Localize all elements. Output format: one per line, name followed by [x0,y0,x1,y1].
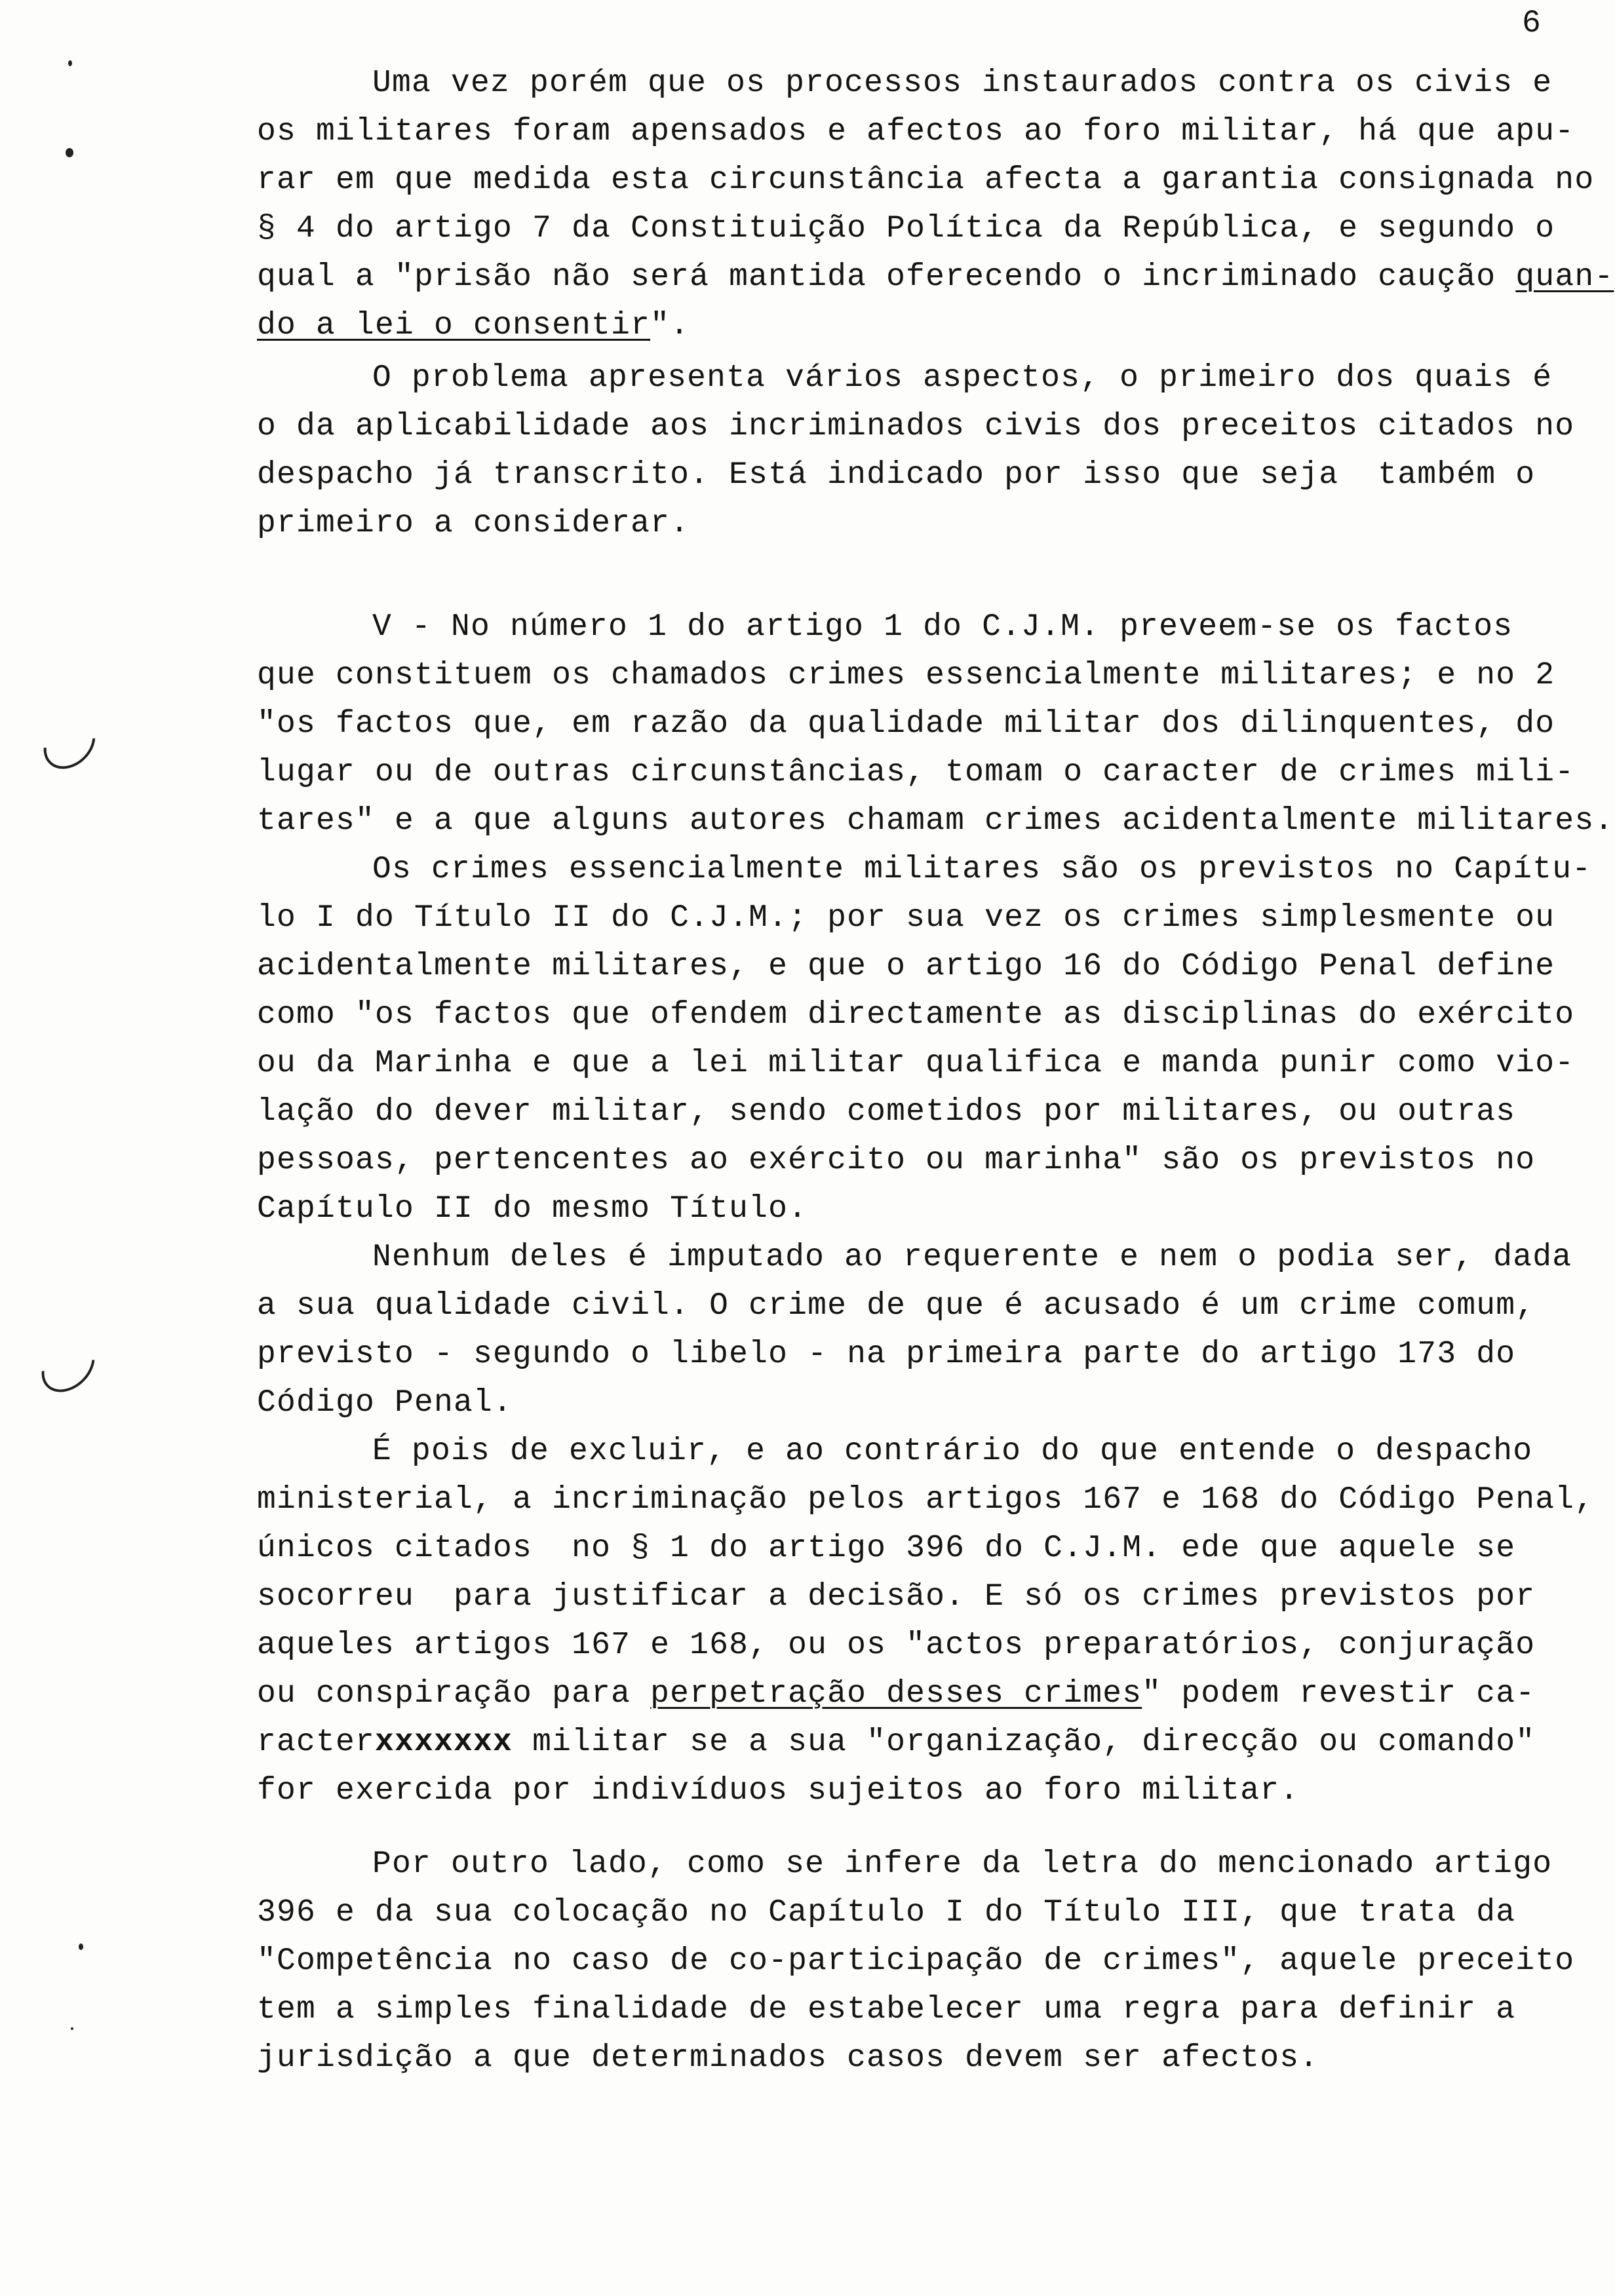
text-line: lugar ou de outras circunstâncias, tomam o caracter de crimes mili- [257,755,1575,790]
underlined-text: perpetração desses crimes [650,1676,1142,1712]
text-line: Capítulo II do mesmo Título. [257,1191,808,1227]
text-fragment: racter [257,1725,376,1760]
struck-out-text: xxxxxxx [375,1725,513,1760]
text-line: os militares foram apensados e afectos ao foro militar, há que apu- [257,114,1575,149]
text-fragment: militar se a sua "organização, direcção ou comando" [513,1725,1536,1760]
text-line: pessoas, pertencentes ao exército ou marinha" são os previstos no [257,1143,1536,1178]
text-line: jurisdição a que determinados casos devem ser afectos. [257,2040,1319,2076]
paragraph-problema [257,354,1601,548]
text-line: Uma vez porém que os processos instaurados contra os civis e [372,66,1553,101]
text-line: É pois de excluir, e ao contrário do que entende o despacho [372,1434,1533,1469]
text-line: V - No número 1 do artigo 1 do C.J.M. preveem-se os factos [372,609,1513,645]
paragraph-garantia [257,59,1614,350]
text-line: rar em que medida esta circunstância afecta a garantia consignada no [257,163,1595,198]
text-line [257,1718,1601,1767]
text-fragment: " podem revestir ca- [1142,1676,1536,1712]
text-line: Nenhum deles é imputado ao requerente e nem o podia ser, dada [372,1240,1572,1275]
underlined-text: do a lei o consentir [257,308,651,343]
text-line: § 4 do artigo 7 da Constituição Política da República, e segundo o [257,211,1555,246]
text-line: tares" e a que alguns autores chamam crimes acidentalmente militares. [257,803,1614,839]
text-line: como "os factos que ofendem directamente as disciplinas do exército [257,997,1575,1033]
margin-speck [66,148,73,157]
text-line [257,1670,1601,1718]
text-fragment: ou conspiração para [257,1676,651,1712]
text-line: únicos citados no § 1 do artigo 396 do C.J.M. ede que aquele se [257,1531,1516,1566]
page-number: 6 [1522,6,1541,41]
text-line: ministerial, a incriminação pelos artigos 167 e 168 do Código Penal, [257,1482,1595,1518]
text-line: "os factos que, em razão da qualidade militar dos dilinquentes, do [257,706,1555,742]
text-line: "Competência no caso de co-participação de crimes", aquele preceito [257,1943,1575,1979]
text-line: lo I do Título II do C.J.M.; por sua vez os crimes simplesmente ou [257,900,1555,936]
text-fragment: qual a "prisão não será mantida oferecendo o incriminado caução [257,259,1516,295]
text-line: socorreu para justificar a decisão. E só os crimes previstos por [257,1579,1536,1615]
text-line: 396 e da sua colocação no Capítulo I do Título III, que trata da [257,1895,1516,1930]
paragraph-requerente [257,1233,1601,1427]
text-line: que constituem os chamados crimes essencialmente militares; e no 2 [257,658,1555,693]
margin-speck [68,60,72,66]
text-line: O problema apresenta vários aspectos, o primeiro dos quais é [372,360,1553,396]
text-line: for exercida por indivíduos sujeitos ao foro militar. [257,1773,1300,1808]
text-line: lação do dever militar, sendo cometidos por militares, ou outras [257,1094,1516,1130]
text-line [257,253,1614,301]
text-line: previsto - segundo o libelo - na primeira parte do artigo 173 do [257,1337,1516,1372]
text-line: primeiro a considerar. [257,506,690,541]
binder-hole-mark [33,707,106,779]
text-line: acidentalmente militares, e que o artigo 16 do Código Penal define [257,949,1555,984]
paragraph-crimes-militares [257,845,1601,1233]
section-v [257,603,1614,845]
binder-hole-mark [31,1328,105,1402]
text-line [257,301,1601,350]
paragraph-competencia [257,1840,1601,2082]
text-line: a sua qualidade civil. O crime de que é acusado é um crime comum, [257,1288,1536,1324]
text-line: Os crimes essencialmente militares são os previstos no Capítu- [372,852,1592,887]
text-line: Código Penal. [257,1385,513,1421]
text-line: despacho já transcrito. Está indicado por isso que seja também o [257,457,1536,493]
text-line: Por outro lado, como se infere da letra do mencionado artigo [372,1846,1553,1882]
text-fragment: ". [650,308,690,343]
paragraph-excluir [257,1427,1601,1815]
margin-speck [79,1943,83,1950]
text-line: tem a simples finalidade de estabelecer uma regra para definir a [257,1992,1516,2027]
text-line: ou da Marinha e que a lei militar qualifica e manda punir como vio- [257,1046,1575,1081]
margin-speck [71,2027,73,2030]
underlined-text: quan- [1515,259,1614,295]
text-line: aqueles artigos 167 e 168, ou os "actos preparatórios, conjuração [257,1628,1536,1663]
text-line: o da aplicabilidade aos incriminados civis dos preceitos citados no [257,409,1575,444]
